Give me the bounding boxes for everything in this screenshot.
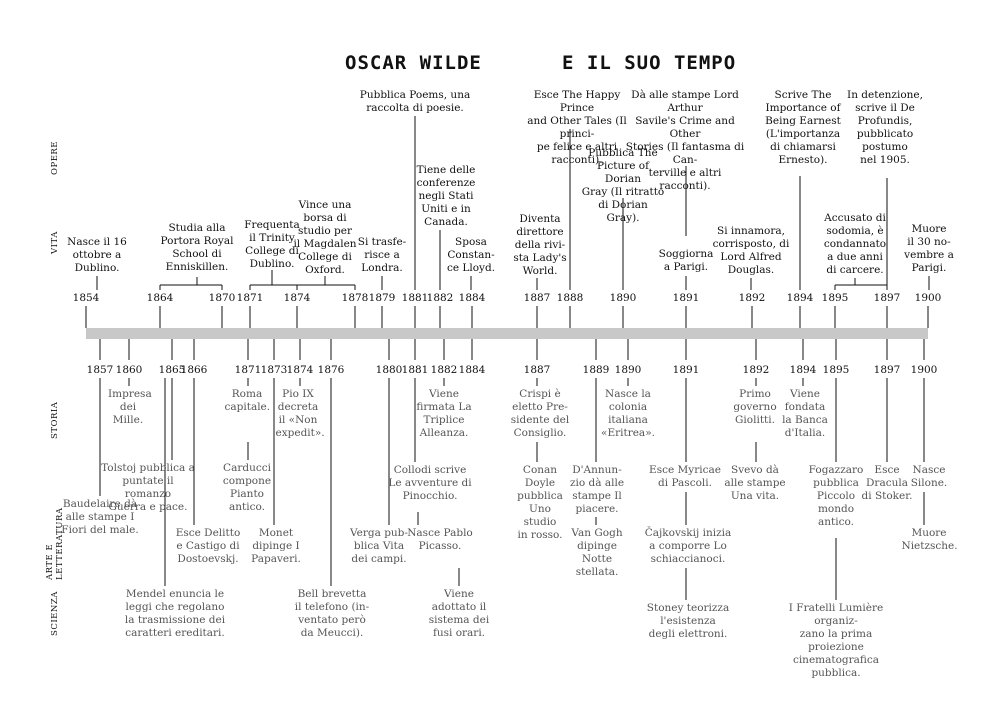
year-bottom-1874: 1874: [286, 364, 314, 376]
storia-event-0: Impresa dei Mille.: [108, 388, 152, 426]
arte-event-13: Svevo dà alle stampe Una vita.: [724, 464, 786, 502]
opere-event-2: Pubblica The Picture of Dorian Gray (Il ritratto di Dorian Gray).: [581, 147, 665, 224]
year-bottom-1897: 1897: [873, 364, 901, 376]
arte-event-8: Conan Doyle pubblica Uno studio in rosso.: [517, 464, 563, 541]
arte-event-9: D'Annun- zio dà alle stampe Il piacere.: [569, 464, 625, 515]
timeline-axis: [86, 328, 928, 339]
year-bottom-1891: 1891: [672, 364, 700, 376]
year-bottom-1857: 1857: [86, 364, 114, 376]
year-top-1879: 1879: [368, 292, 396, 304]
year-bottom-1860: 1860: [115, 364, 143, 376]
scienza-event-4: I Fratelli Lumière organiz- zano la prima proiezione cinematografica pubblica.: [788, 602, 884, 679]
arte-event-6: Verga pub- blica Vita dei campi.: [350, 527, 408, 565]
vita-event-6: Sposa Constan- ce Lloyd.: [446, 236, 496, 274]
arte-event-0: Tolstoj pubblica a puntate il romanzo Guerra e pace.: [101, 462, 195, 513]
year-top-1895: 1895: [821, 292, 849, 304]
vita-event-2: Frequenta il Trinity College di Dublino.: [244, 219, 300, 270]
year-top-1900: 1900: [914, 292, 942, 304]
year-top-1892: 1892: [738, 292, 766, 304]
row-label-vita: VITA: [50, 231, 60, 255]
year-bottom-1865: 1865: [158, 364, 186, 376]
opere-event-1: Esce The Happy Prince and Other Tales (Il princi- pe felice e altri racconti).: [527, 89, 627, 166]
year-top-1884: 1884: [458, 292, 486, 304]
year-top-1854: 1854: [72, 292, 100, 304]
arte-event-10: Van Gogh dipinge Notte stellata.: [571, 527, 623, 578]
year-bottom-1882: 1882: [430, 364, 458, 376]
arte-event-17: Muore Nietzsche.: [901, 527, 958, 552]
opere-event-5: In detenzione, scrive il De Profundis, pubblicato postumo nel 1905.: [847, 89, 923, 166]
year-bottom-1873: 1873: [260, 364, 288, 376]
vita-event-8: Soggiorna a Parigi.: [658, 248, 714, 273]
opere-event-0: Pubblica Poems, una raccolta di poesie.: [359, 89, 471, 114]
row-label-opere: OPERE: [50, 141, 60, 175]
row-label-scienza: SCIENZA: [50, 591, 60, 637]
year-top-1894: 1894: [786, 292, 814, 304]
arte-event-1: Carducci compone Pianto antico.: [222, 462, 272, 513]
vita-event-10: Accusato di sodomia, è condannato a due anni di carcere.: [823, 212, 887, 276]
vita-event-7: Diventa direttore della rivi- sta Lady's World.: [513, 213, 567, 277]
arte-event-5: Collodi scrive Le avventure di Pinocchio.: [388, 464, 472, 502]
arte-event-15: Esce Dracula di Stoker.: [861, 464, 913, 502]
year-top-1882: 1882: [426, 292, 454, 304]
scienza-event-1: Bell brevetta il telefono (in- ventato però da Meucci).: [294, 588, 370, 639]
year-bottom-1892: 1892: [742, 364, 770, 376]
year-top-1881: 1881: [401, 292, 429, 304]
year-bottom-1890: 1890: [614, 364, 642, 376]
arte-event-16: Nasce Silone.: [910, 464, 948, 489]
year-top-1871: 1871: [236, 292, 264, 304]
vita-event-0: Nasce il 16 ottobre a Dublino.: [67, 236, 127, 274]
scienza-event-3: Stoney teorizza l'esistenza degli elettroni.: [646, 602, 730, 640]
year-bottom-1895: 1895: [822, 364, 850, 376]
year-bottom-1866: 1866: [180, 364, 208, 376]
year-bottom-1876: 1876: [317, 364, 345, 376]
vita-event-4: Si trasfe- risce a Londra.: [357, 236, 407, 274]
vita-event-11: Muore il 30 no- vembre a Parigi.: [904, 223, 954, 274]
year-bottom-1880: 1880: [375, 364, 403, 376]
year-top-1874: 1874: [283, 292, 311, 304]
storia-event-6: Primo governo Giolitti.: [733, 388, 777, 426]
row-label-storia: STORIA: [50, 401, 60, 439]
storia-event-3: Viene firmata La Triplice Alleanza.: [416, 388, 472, 439]
title-suo-tempo: E IL SUO TEMPO: [562, 52, 737, 74]
scienza-event-0: Mendel enuncia le leggi che regolano la trasmissione dei caratteri ereditari.: [124, 588, 226, 639]
year-top-1888: 1888: [556, 292, 584, 304]
scienza-event-2: Viene adottato il sistema dei fusi orari.: [428, 588, 490, 639]
year-bottom-1887: 1887: [523, 364, 551, 376]
storia-event-1: Roma capitale.: [224, 388, 271, 413]
arte-event-4: Monet dipinge I Papaveri.: [251, 527, 301, 565]
year-bottom-1884: 1884: [458, 364, 486, 376]
vita-event-9: Si innamora, corrisposto, di Lord Alfred Douglas.: [712, 225, 790, 276]
year-bottom-1900: 1900: [910, 364, 938, 376]
title-oscar-wilde: OSCAR WILDE: [345, 52, 482, 74]
year-bottom-1871: 1871: [234, 364, 262, 376]
year-top-1897: 1897: [873, 292, 901, 304]
year-top-1890: 1890: [609, 292, 637, 304]
vita-event-1: Studia alla Portora Royal School di Enniskillen.: [160, 222, 234, 273]
year-top-1887: 1887: [523, 292, 551, 304]
year-bottom-1889: 1889: [582, 364, 610, 376]
arte-event-7: Nasce Pablo Picasso.: [407, 527, 473, 552]
vita-event-5: Tiene delle conferenze negli Stati Uniti e in Canada.: [416, 164, 476, 228]
year-top-1864: 1864: [146, 292, 174, 304]
storia-event-2: Pio IX decreta il «Non expedit».: [275, 388, 325, 439]
arte-event-12: Čajkovskij inizia a comporre Lo schiaccianoci.: [644, 527, 732, 565]
arte-event-2: Baudelaire dà alle stampe I Fiori del male.: [61, 498, 139, 536]
year-bottom-1881: 1881: [401, 364, 429, 376]
arte-event-14: Fogazzaro pubblica Piccolo mondo antico.: [808, 464, 864, 528]
row-label-arte: ARTE E LETTERATURA: [45, 507, 65, 580]
year-bottom-1894: 1894: [789, 364, 817, 376]
storia-event-7: Viene fondata la Banca d'Italia.: [782, 388, 828, 439]
arte-event-11: Esce Myricae di Pascoli.: [649, 464, 721, 489]
storia-event-4: Crispi è eletto Pre- sidente del Consiglio.: [510, 388, 570, 439]
opere-event-4: Scrive The Importance of Being Earnest (L'importanza di chiamarsi Ernesto).: [765, 89, 841, 166]
year-top-1870: 1870: [208, 292, 236, 304]
arte-event-3: Esce Delitto e Castigo di Dostoevskj.: [175, 527, 241, 565]
storia-event-5: Nasce la colonia italiana «Eritrea».: [601, 388, 655, 439]
vita-event-3: Vince una borsa di studio per il Magdalen College di Oxford.: [293, 199, 357, 276]
opere-event-3: Dà alle stampe Lord Arthur Savile's Crime and Other Stories (Il fantasma di Can- terville e altri racconti).: [625, 89, 745, 192]
year-top-1878: 1878: [341, 292, 369, 304]
year-top-1891: 1891: [672, 292, 700, 304]
